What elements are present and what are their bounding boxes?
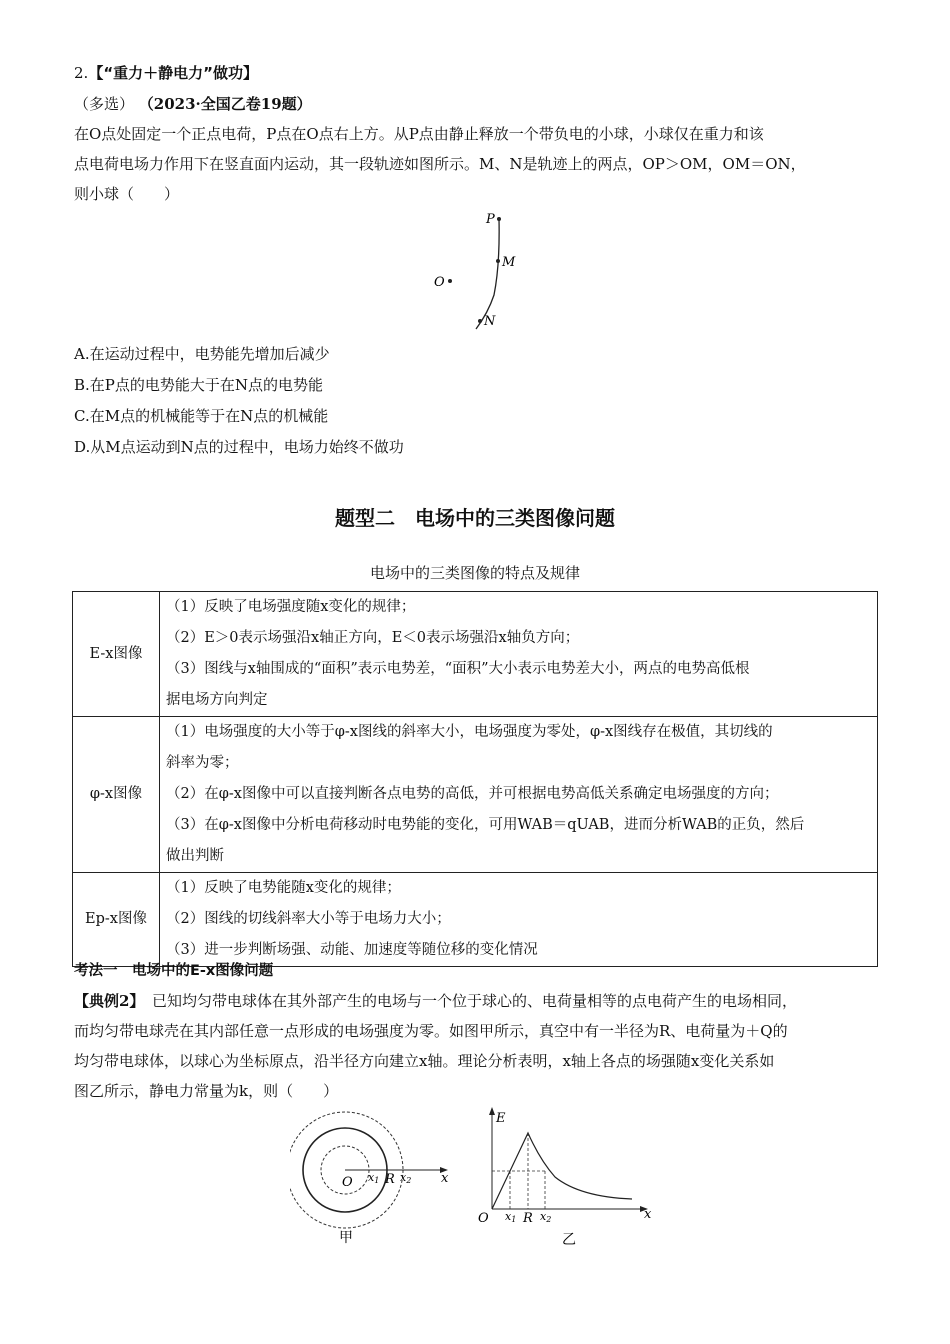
figure-yi bbox=[470, 1105, 660, 1250]
cell-line: 做出判断 bbox=[166, 848, 224, 864]
image-types-table bbox=[72, 591, 878, 967]
question-header bbox=[74, 62, 258, 84]
label-x: x bbox=[644, 1207, 652, 1222]
option-c: C.在M点的机械能等于在N点的机械能 bbox=[74, 407, 329, 425]
question-source: （2023·全国乙卷19题） bbox=[138, 95, 312, 113]
label-x2: x2 bbox=[400, 1171, 412, 1185]
row-head-ex: E-x图像 bbox=[73, 592, 160, 717]
section-title: 题型二 电场中的三类图像问题 bbox=[335, 506, 615, 530]
label-o: O bbox=[478, 1211, 489, 1226]
question-stem-line-3: 则小球（ ） bbox=[74, 185, 180, 203]
question-tag: （多选） bbox=[74, 95, 135, 113]
question-stem-line-2: 点电荷电场力作用下在竖直面内运动，其一段轨迹如图所示。M、N是轨迹上的两点，OP＞OM，OM＝ON， bbox=[74, 155, 806, 173]
option-b: B.在P点的电势能大于在N点的电势能 bbox=[74, 376, 324, 394]
cell-line: （1）反映了电势能随x变化的规律； bbox=[166, 880, 401, 896]
point-m bbox=[496, 259, 500, 263]
label-o: O bbox=[434, 275, 445, 290]
figure-jia bbox=[290, 1110, 460, 1245]
cell-line: （2）图线的切线斜率大小等于电场力大小； bbox=[166, 911, 451, 927]
cell-line: （3）在φ-x图像中分析电荷移动时电势能的变化，可用WAB＝qUAB，进而分析WAB的正负，然后 bbox=[166, 817, 805, 833]
cell-line: （3）进一步判断场强、动能、加速度等随位移的变化情况 bbox=[166, 942, 538, 958]
question-title: 【“重力＋静电力”做功】 bbox=[88, 64, 259, 82]
label-o: O bbox=[342, 1175, 353, 1190]
cell-line: （1）电场强度的大小等于φ-x图线的斜率大小，电场强度为零处，φ-x图线存在极值，其切线的 bbox=[166, 724, 773, 740]
example-line-1 bbox=[74, 986, 880, 1016]
option-a: A.在运动过程中，电势能先增加后减少 bbox=[74, 345, 330, 363]
cell-line: 据电场方向判定 bbox=[166, 692, 268, 708]
caption-jia: 甲 bbox=[339, 1230, 353, 1245]
label-p: P bbox=[486, 212, 495, 227]
table-row bbox=[73, 717, 878, 873]
question-stem-line-1: 在O点处固定一个正点电荷，P点在O点右上方。从P点由静止释放一个带负电的小球，小球仅在重力和该 bbox=[74, 125, 764, 143]
table-row bbox=[73, 873, 878, 967]
label-x1: x1 bbox=[368, 1171, 380, 1185]
method-title: 考法一 电场中的E-x图像问题 bbox=[74, 963, 274, 979]
example-line-3: 均匀带电球体，以球心为坐标原点，沿半径方向建立x轴。理论分析表明，x轴上各点的场强随x变化关系如 bbox=[74, 1052, 775, 1070]
question-tag-line bbox=[74, 93, 312, 115]
example-label: 【典例2】 bbox=[74, 992, 137, 1010]
e-axis-arrow bbox=[489, 1107, 495, 1115]
label-x: x bbox=[441, 1171, 449, 1186]
option-d: D.从M点运动到N点的过程中，电场力始终不做功 bbox=[74, 438, 404, 456]
example-line-4: 图乙所示，静电力常量为k，则（ ） bbox=[74, 1082, 339, 1100]
cell-line: （2）在φ-x图像中可以直接判断各点电势的高低，并可根据电势高低关系确定电场强度的方向； bbox=[166, 786, 779, 802]
caption-yi: 乙 bbox=[562, 1232, 576, 1248]
cell-line: （3）图线与x轴围成的“面积”表示电势差，“面积”大小表示电势差大小，两点的电势高低根 bbox=[166, 661, 750, 677]
point-p bbox=[497, 217, 501, 221]
cell-line: （1）反映了电场强度随x变化的规律； bbox=[166, 599, 416, 615]
cell-line: 斜率为零； bbox=[166, 755, 239, 771]
point-n bbox=[478, 319, 482, 323]
trajectory-curve bbox=[476, 219, 499, 329]
label-m: M bbox=[502, 255, 516, 270]
example-paragraph bbox=[74, 986, 880, 1106]
example-line-2: 而均匀带电球壳在其内部任意一点形成的电场强度为零。如图甲所示，真空中有一半径为R、电荷量为＋Q的 bbox=[74, 1022, 788, 1040]
row-body-ex bbox=[160, 592, 878, 717]
row-body-epx bbox=[160, 873, 878, 967]
row-head-epx: Ep-x图像 bbox=[73, 873, 160, 967]
row-head-phix: φ-x图像 bbox=[73, 717, 160, 873]
label-r: R bbox=[523, 1211, 533, 1226]
cell-line: （2）E＞0表示场强沿x轴正方向，E＜0表示场强沿x轴负方向； bbox=[166, 630, 580, 646]
trajectory-figure bbox=[420, 205, 530, 335]
label-e: E bbox=[496, 1111, 506, 1126]
label-r: R bbox=[385, 1172, 395, 1187]
row-body-phix bbox=[160, 717, 878, 873]
label-n: N bbox=[484, 314, 496, 329]
table-row bbox=[73, 592, 878, 717]
question-number: 2. bbox=[74, 64, 89, 82]
example-text: 已知均匀带电球体在其外部产生的电场与一个位于球心的、电荷量相等的点电荷产生的电场相同， bbox=[151, 992, 797, 1010]
label-x2: x2 bbox=[540, 1210, 552, 1224]
point-o bbox=[448, 279, 452, 283]
label-x1: x1 bbox=[505, 1210, 517, 1224]
table-caption: 电场中的三类图像的特点及规律 bbox=[369, 564, 580, 582]
